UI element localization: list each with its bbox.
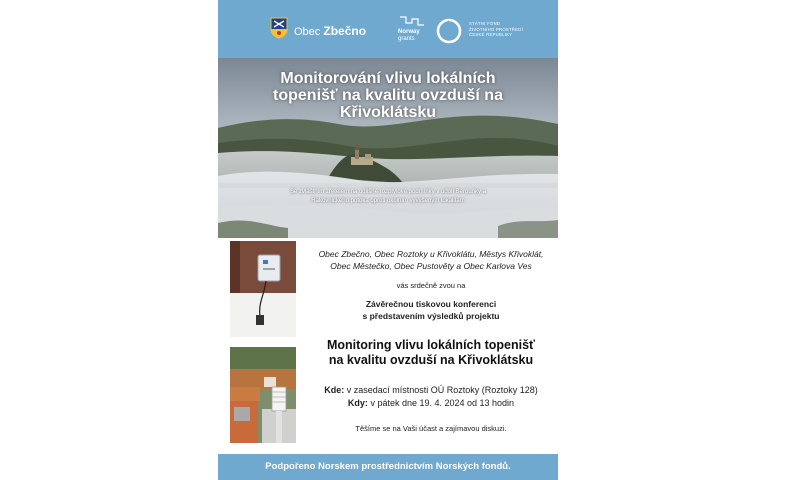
time-label: Kdy: xyxy=(347,398,368,408)
weather-station-town-photo xyxy=(230,347,296,443)
event-location xyxy=(296,384,566,397)
hero-subtitle: Se zvláštním zřetelem na odlišné rozptylové podmínky v údolí Berounky a Rakovnického potoka oproti okolním vyvýšeným lokalitám xyxy=(289,189,487,204)
organizers-line1: Obec Zbečno, Obec Roztoky u Křivoklátu, Městys Křivoklát, xyxy=(318,249,544,259)
event-details xyxy=(296,384,566,410)
conference-line1: Závěrečnou tiskovou konferenci xyxy=(365,299,497,309)
closing-text: Těšíme se na Vaši účast a zajímavou diskuzi. xyxy=(355,424,507,433)
organizers-text xyxy=(306,248,556,272)
fund-label-line3: ČESKÉ REPUBLIKY xyxy=(469,32,513,37)
norway-label-line2: grants xyxy=(398,36,415,42)
hero-title: Monitorování vlivu lokálních topenišť na kvalitu ovzduší na Křivoklátsku xyxy=(273,70,503,121)
air-sensor-photo xyxy=(230,241,296,337)
location-label: Kde: xyxy=(324,385,345,395)
footer-bar: Podpořeno Norskem prostřednictvím Norských fondů. xyxy=(218,454,558,480)
header-bar xyxy=(218,0,558,58)
event-time xyxy=(296,397,566,410)
fund-label-line2: ŽIVOTNÍHO PROSTŘEDÍ xyxy=(469,26,524,32)
invite-text: vás srdečně zvou na xyxy=(396,281,466,290)
norway-label-line1: Norway xyxy=(398,29,420,35)
hero-banner xyxy=(218,58,558,238)
project-title-line2: na kvalitu ovzduší na Křivoklátsku xyxy=(328,353,534,367)
organizers-line2: Obec Městečko, Obec Pustověty a Obec Karlova Ves xyxy=(330,261,532,271)
project-title-line1: Monitoring vlivu lokálních topenišť xyxy=(326,338,536,352)
municipality-name: Zbečno xyxy=(323,24,367,38)
time-value: v pátek dne 19. 4. 2024 od 13 hodin xyxy=(370,398,515,408)
invitation-flyer xyxy=(218,0,558,480)
norway-grants-label xyxy=(398,29,420,43)
state-environmental-fund-logo-icon xyxy=(436,18,462,44)
fund-label-line1: STÁTNÍ FOND xyxy=(469,21,501,26)
conference-line2: s představením výsledků projektu xyxy=(362,311,500,321)
zbecno-coat-of-arms-icon xyxy=(270,17,288,39)
municipality-prefix: Obec xyxy=(294,26,321,38)
conference-heading xyxy=(306,298,556,322)
municipality-logo-text xyxy=(294,24,366,38)
location-value: v zasedací místnosti OÚ Roztoky (Roztoky 128) xyxy=(346,385,538,395)
project-title xyxy=(296,338,566,368)
state-environmental-fund-label xyxy=(469,21,539,38)
